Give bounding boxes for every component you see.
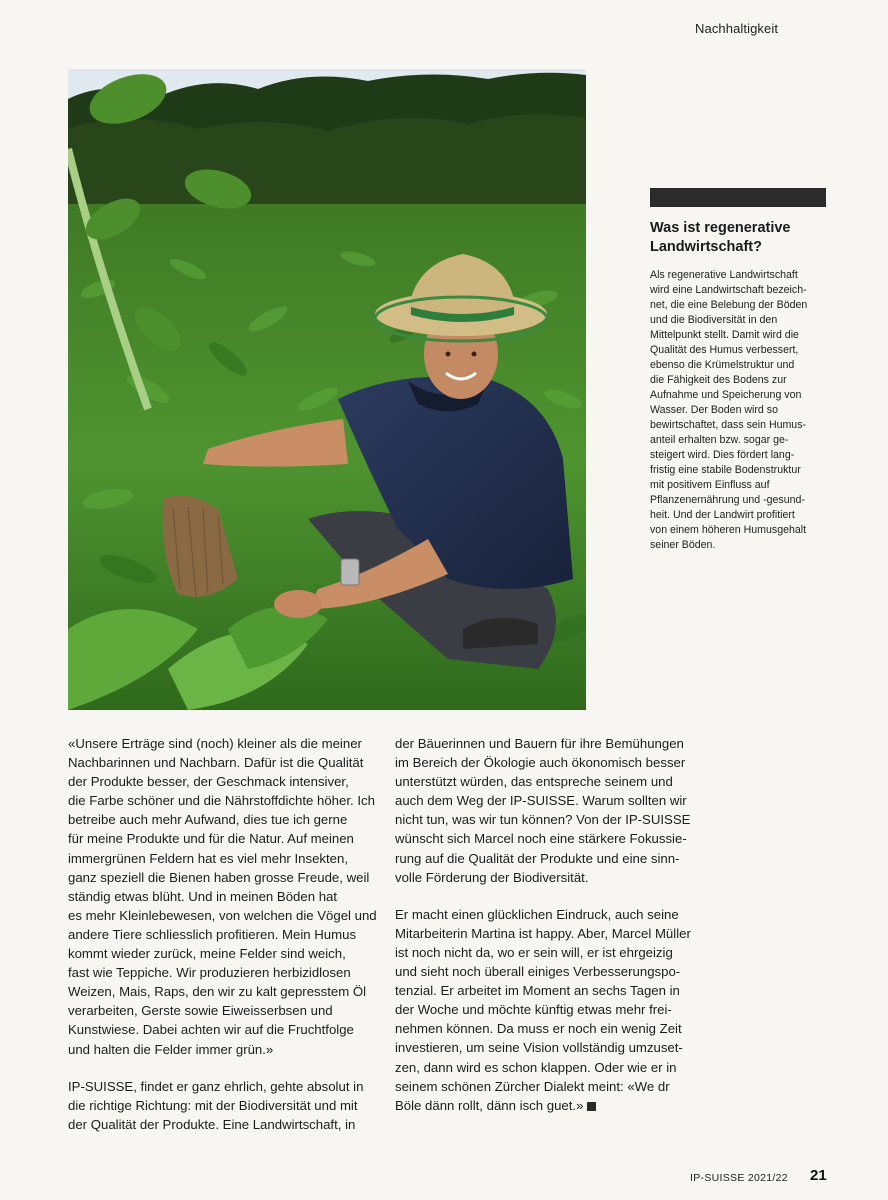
end-mark-icon bbox=[587, 1102, 596, 1111]
farmer-photo bbox=[68, 69, 586, 710]
article-column-left bbox=[68, 734, 390, 1134]
paragraph-quote: «Unsere Erträge sind (noch) kleiner als die meiner Nachbarinnen und Nachbarn. Dafür ist die Qualität der Produkte besser, der Geschmack intensiver, die Farbe schöner und die Nährstoffdichte höher. Ich betreibe auch mehr Aufwand, dies tue ich gerne für meine Produkte und für die Natur. Auf meinen immergrünen Feldern hat es viel mehr Insekten, ganz speziell die Bienen haben grosse Freude, weil ständig etwas blüht. Und in meinen Böden hat es mehr Kleinlebewesen, von welchen die Vögel und andere Tiere schliesslich profitieren. Mein Humus kommt wieder zurück, meine Felder sind weich, fast wie Teppiche. Wir produzieren herbizidlosen Weizen, Mais, Raps, den wir zu kalt gepresstem Öl verarbeiten, Gerste sowie Eiweisserbsen und Kunstwiese. Dabei achten wir auf die Fruchtfolge und halten die Felder immer grün.» bbox=[68, 736, 377, 1057]
info-box-heading: Was ist regenerative Landwirtschaft? bbox=[650, 220, 791, 255]
page-number: 21 bbox=[810, 1167, 827, 1184]
paragraph-closing-text: Er macht einen glücklichen Eindruck, auch seine Mitarbeiterin Martina ist happy. Aber, Marcel Müller ist noch nicht da, wo er sein will, er ist ehrgeizig und sieht noch überall einiges Verbesserungspo- tenzial. Er arbeitet im Moment an sechs Tagen in der Woche und möchte künftig etwas mehr frei- nehmen können. Da muss er noch ein wenig Zeit investieren, um seine Vision vollständig umzuset- zen, dann wird es schon klappen. Oder wie er in seinem schönen Zürcher Dialekt meint: «We dr Böle dänn rollt, dänn isch guet.» bbox=[395, 906, 691, 1113]
paragraph-ip-suisse: IP-SUISSE, findet er ganz ehrlich, gehte absolut in die richtige Richtung: mit der Biodiversität und mit der Qualität der Produkte. Eine Landwirtschaft, in bbox=[68, 1078, 364, 1132]
article-column-right bbox=[395, 734, 711, 1115]
info-box-bar bbox=[650, 188, 826, 207]
info-box bbox=[650, 188, 826, 553]
info-box-text: Als regenerative Landwirtschaft wird eine Landwirtschaft bezeich- net, die eine Belebung der Böden und die Biodiversität in den Mittelpunkt stellt. Damit wird die Qualität des Humus verbessert, ebenso die Krümelstruktur und die Fähigkeit des Bodens zur Aufnahme und Speicherung von Wasser. Der Boden wird so bewirtschaftet, dass sein Humus- anteil erhalten bzw. sogar ge- steigert wird. Dies fördert lang- fristig eine stabile Bodenstruktur mit positivem Einfluss auf Pflanzenernährung und -gesund- heit. Und der Landwirt profitiert von einem höheren Humusgehalt seiner Böden. bbox=[650, 269, 808, 551]
paragraph-farmers: der Bäuerinnen und Bauern für ihre Bemühungen im Bereich der Ökologie auch ökonomisch besser unterstützt würden, das entspreche seinem und auch dem Weg der IP-SUISSE. Warum sollten wir nicht tun, was wir tun können? Von der IP-SUISSE wünscht sich Marcel noch eine stärkere Fokussie- rung auf die Qualität der Produkte und eine sinn- volle Förderung der Biodiversität. bbox=[395, 736, 691, 885]
footer-magazine: IP-SUISSE 2021/22 bbox=[690, 1172, 788, 1184]
paragraph-closing bbox=[395, 905, 711, 1115]
section-label: Nachhaltigkeit bbox=[695, 21, 779, 36]
